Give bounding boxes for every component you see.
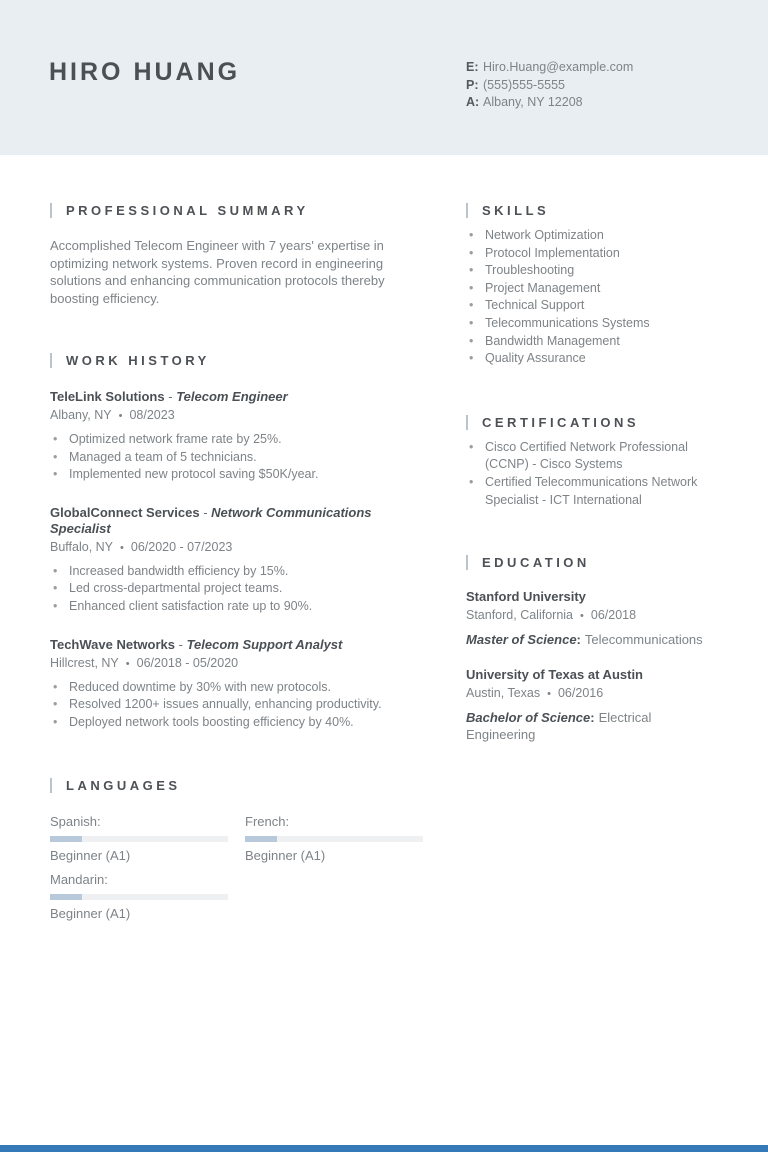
right-column [466,197,720,743]
job-role: Network Communications Specialist [50,504,372,536]
degree-line [466,709,720,743]
languages-grid [50,814,434,921]
job-bullet: • Resolved 1200+ issues annually, enhancing productivity. [50,696,434,714]
section-professional-summary [50,203,434,218]
languages-heading-label: LANGUAGES [66,778,181,794]
degree-line [466,631,720,648]
address-label: A: [466,95,480,109]
skill-item: • Project Management [466,280,720,298]
language-mandarin [50,872,245,921]
title-separator: - [203,504,212,520]
job-bullet: • Deployed network tools boosting efficiency by 40%. [50,714,434,732]
job-bullets [50,563,434,616]
section-work-history [50,353,434,368]
language-level: Beginner (A1) [50,906,131,922]
company-name: TeleLink Solutions [50,389,165,404]
job-dates: 06/2020 - 07/2023 [130,539,233,554]
job-role: Telecom Support Analyst [186,636,343,652]
school-name: University of Texas at Austin [466,667,643,683]
job-entry [50,505,434,616]
footer-accent-bar [0,1145,768,1152]
contact-phone [466,77,633,95]
certifications-list [466,439,720,509]
heading-rule [466,555,468,570]
company-name: GlobalConnect Services [50,504,200,520]
resume-header [0,0,768,155]
education-heading-label: EDUCATION [482,555,590,571]
degree-field: Telecommunications [584,632,703,648]
education-entry [466,667,720,743]
school-name: Stanford University [466,589,586,605]
email-value: Hiro.Huang@example.com [483,60,634,74]
skill-item: • Network Optimization [466,227,720,245]
contact-address [466,94,633,112]
section-certifications [466,415,720,430]
job-entry [50,389,434,484]
language-name: French: [245,814,290,830]
language-level: Beginner (A1) [245,848,326,864]
meta-dot: • [118,410,123,422]
job-bullet: • Managed a team of 5 technicians. [50,449,434,467]
education-entry [466,589,720,648]
heading-rule [50,203,52,218]
candidate-name: HIRO HUANG [49,58,241,86]
meta-dot: • [580,610,584,623]
job-bullet: • Reduced downtime by 30% with new protocols. [50,679,434,697]
job-title-line [50,505,434,537]
company-name: TechWave Networks [50,636,175,652]
skills-heading-label: SKILLS [482,203,550,218]
certifications-heading-label: CERTIFICATIONS [482,414,640,430]
meta-dot: • [120,541,124,554]
skill-item: • Quality Assurance [466,350,720,368]
left-column [50,197,434,921]
meta-dot: • [125,657,130,670]
job-meta [50,540,434,554]
heading-rule [466,203,468,218]
address-value: Albany, NY 12208 [483,95,583,109]
heading-rule [466,415,468,430]
job-bullet: • Enhanced client satisfaction rate up to 90%. [50,598,434,616]
job-title-line [50,389,434,405]
certification-item: • Certified Telecommunications Network Specialist - ICT International [466,474,720,509]
job-dates: 06/2018 - 05/2020 [136,655,239,670]
section-languages [50,778,434,793]
job-bullet: • Implemented new protocol saving $50K/year. [50,466,434,484]
title-separator: - [168,389,177,404]
school-meta [466,686,720,700]
language-progress-track [50,836,228,842]
language-spanish [50,814,245,863]
meta-dot: • [547,688,551,701]
job-location: Albany, NY [50,408,112,422]
job-title-line [50,637,434,653]
contact-block [466,59,633,112]
phone-label: P: [466,77,479,92]
section-skills [466,203,720,218]
job-bullets [50,679,434,732]
school-location: Austin, Texas [466,686,541,701]
language-level: Beginner (A1) [50,848,131,864]
school-date: 06/2016 [557,686,604,701]
skill-item: • Technical Support [466,297,720,315]
job-entry [50,637,434,732]
school-date: 06/2018 [590,608,637,623]
language-progress-fill [50,836,82,842]
job-location: Hillcrest, NY [50,655,119,670]
school-meta [466,608,720,622]
section-education [466,555,720,570]
skill-item: • Troubleshooting [466,262,720,280]
certification-item: • Cisco Certified Network Professional (CCNP) - Cisco Systems [466,439,720,474]
skill-item: • Telecommunications Systems [466,315,720,333]
job-meta [50,408,434,422]
job-meta [50,656,434,670]
language-progress-fill [245,836,277,842]
degree-separator: : [576,632,581,648]
language-name: Mandarin: [50,872,108,888]
school-location: Stanford, California [466,608,574,623]
language-progress-track [245,836,423,842]
job-bullet: • Increased bandwidth efficiency by 15%. [50,563,434,581]
summary-heading-label: PROFESSIONAL SUMMARY [66,203,309,218]
phone-value: (555)555-5555 [483,77,566,92]
degree-name: Bachelor of Science [466,710,591,726]
contact-email [466,59,633,77]
job-dates: 08/2023 [129,408,175,422]
work-heading-label: WORK HISTORY [66,353,210,368]
title-separator: - [178,636,187,652]
degree-field: Electrical Engineering [466,710,652,743]
degree-separator: : [590,710,595,726]
job-bullet: • Optimized network frame rate by 25%. [50,431,434,449]
language-french [245,814,440,863]
job-role: Telecom Engineer [176,389,288,404]
job-bullet: • Led cross-departmental project teams. [50,580,434,598]
job-location: Buffalo, NY [50,539,114,554]
language-name: Spanish: [50,814,101,830]
skill-item: • Protocol Implementation [466,245,720,263]
skills-list [466,227,720,368]
heading-rule [50,353,52,368]
job-bullets [50,431,434,484]
heading-rule [50,778,52,793]
email-label: E: [466,60,479,74]
language-progress-fill [50,894,82,900]
skill-item: • Bandwidth Management [466,333,720,351]
language-progress-track [50,894,228,900]
degree-name: Master of Science [466,632,577,648]
summary-text: Accomplished Telecom Engineer with 7 years' expertise in optimizing network systems. Proven record in engineering solutions and enhancing communication protocols thereby boosting efficiency. [50,238,385,306]
